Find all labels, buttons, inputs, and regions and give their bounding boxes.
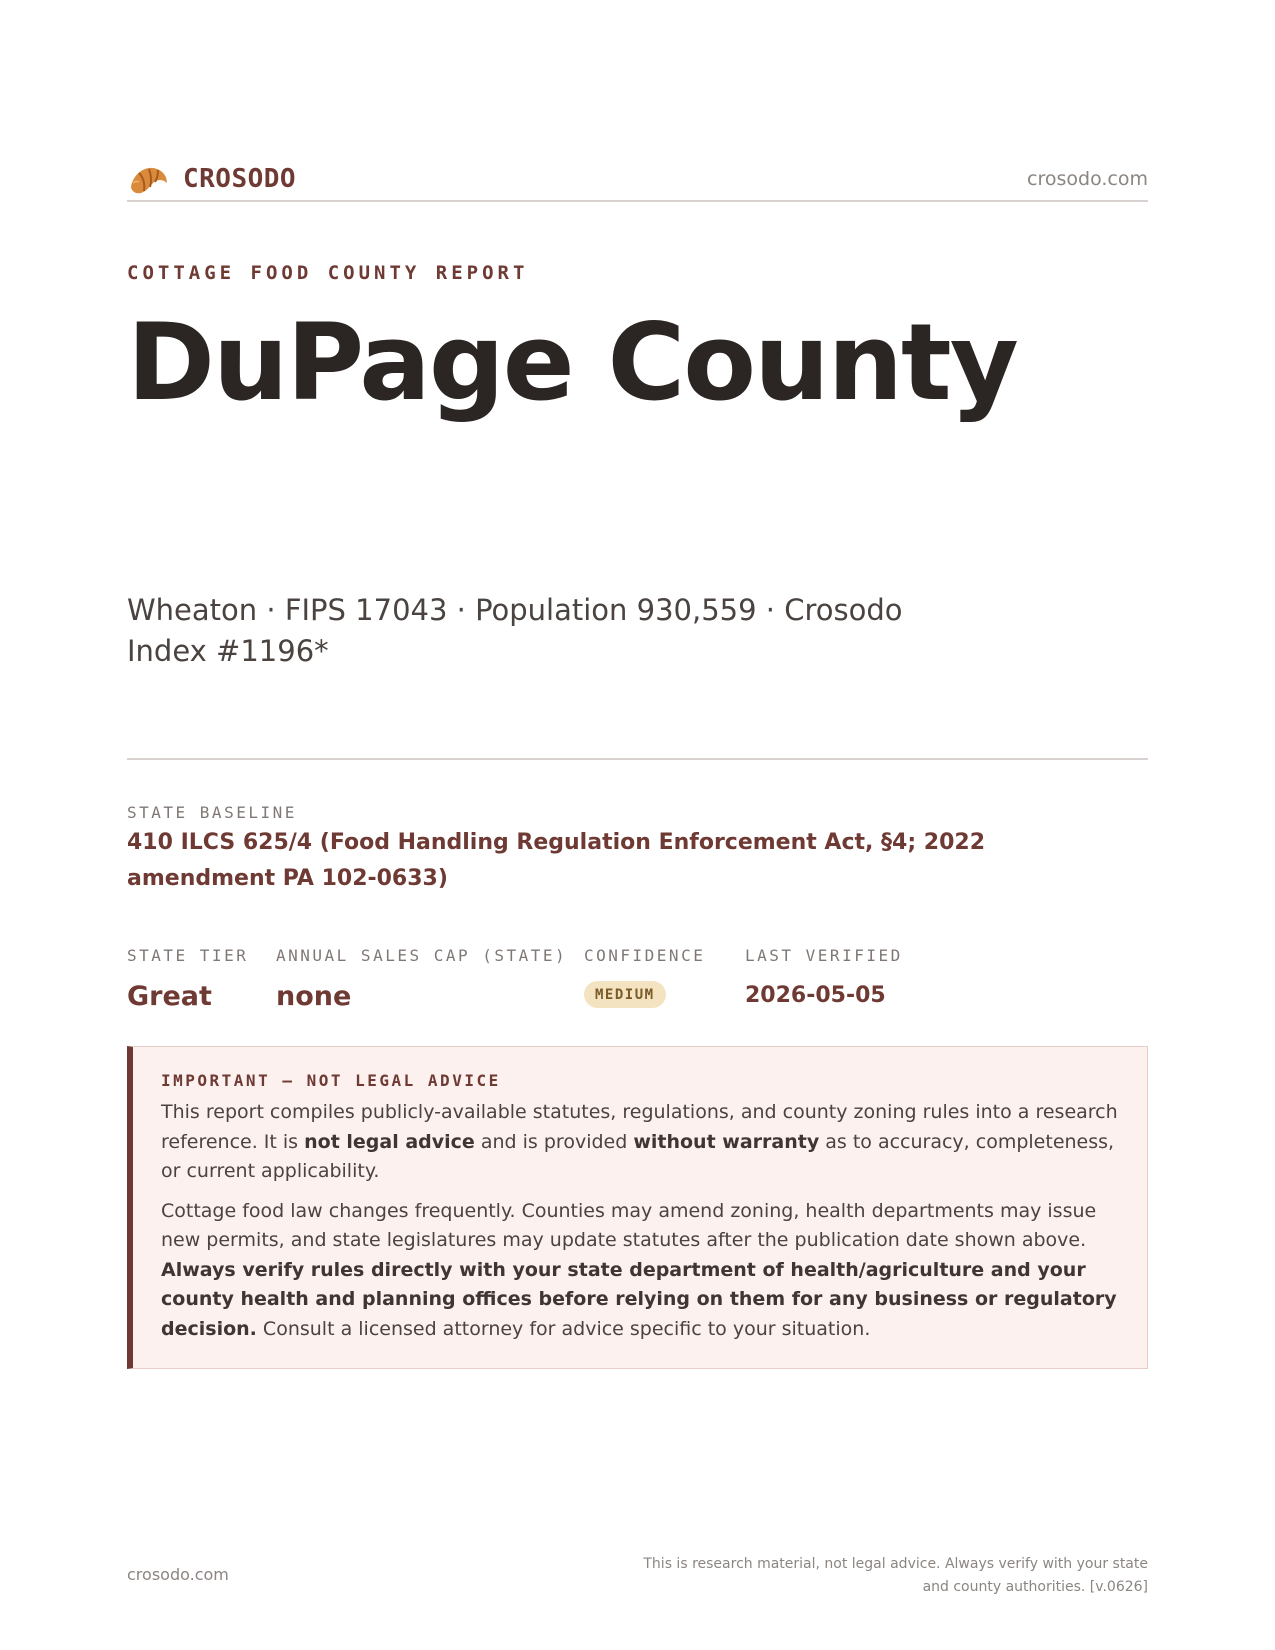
- footer-site-url[interactable]: crosodo.com: [127, 1565, 229, 1584]
- page-header: [127, 158, 1148, 200]
- state-baseline-label: STATE BASELINE: [127, 803, 297, 822]
- brand-name: CROSODO: [183, 164, 297, 194]
- stat-sales-cap: [276, 946, 567, 1012]
- sales-cap-value: none: [276, 981, 352, 1012]
- confidence-badge: MEDIUM: [584, 981, 666, 1008]
- state-tier-value: Great: [127, 981, 212, 1012]
- confidence-label: CONFIDENCE: [584, 946, 706, 965]
- croissant-icon: [127, 157, 171, 201]
- notice-emphasis: not legal advice: [304, 1130, 475, 1153]
- sales-cap-label: ANNUAL SALES CAP (STATE): [276, 946, 568, 965]
- stat-last-verified: [745, 946, 903, 1008]
- report-eyebrow: COTTAGE FOOD COUNTY REPORT: [127, 262, 529, 284]
- legal-notice-heading: IMPORTANT — NOT LEGAL ADVICE: [161, 1071, 501, 1090]
- state-tier-label: STATE TIER: [127, 946, 249, 965]
- header-divider: [127, 200, 1148, 202]
- notice-text: as to accuracy, completeness, or current applicability.: [161, 1130, 1115, 1182]
- stat-state-tier: [127, 946, 248, 1012]
- county-summary: Wheaton · FIPS 17043 · Population 930,559 · Crosodo Index #1196*: [127, 593, 903, 668]
- notice-emphasis: Always verify rules directly with your state department of health/agriculture and your county health and planning offices before relying on them for any business or regulatory decision.: [161, 1258, 1117, 1340]
- notice-text: This report compiles publicly-available statutes, regulations, and county zoning rules into a research reference. It is: [161, 1101, 1118, 1153]
- last-verified-label: LAST VERIFIED: [745, 946, 903, 965]
- page-title: DuPage County: [127, 301, 1017, 424]
- state-baseline-value: 410 ILCS 625/4 (Food Handling Regulation Enforcement Act, §4; 2022 amendment PA 102-0633): [127, 830, 986, 891]
- report-page: [127, 0, 1148, 1650]
- footer-disclaimer: This is research material, not legal advice. Always verify with your state and county authorities. [v.0626]: [643, 1556, 1148, 1595]
- notice-emphasis: without warranty: [633, 1130, 820, 1153]
- last-verified-value: 2026-05-05: [745, 983, 886, 1008]
- section-divider: [127, 758, 1148, 760]
- stat-confidence: [584, 946, 705, 1008]
- site-url-link[interactable]: crosodo.com: [1027, 168, 1148, 190]
- legal-notice-paragraph-1: [161, 1098, 1121, 1187]
- legal-notice: [127, 1046, 1148, 1369]
- notice-text: Consult a licensed attorney for advice specific to your situation.: [256, 1317, 871, 1340]
- brand[interactable]: [127, 158, 296, 200]
- notice-text: Cottage food law changes frequently. Counties may amend zoning, health departments may issue new permits, and state legislatures may update statutes after the publication date shown above.: [161, 1199, 1097, 1251]
- notice-text: and is provided: [474, 1130, 634, 1153]
- legal-notice-paragraph-2: [161, 1197, 1121, 1345]
